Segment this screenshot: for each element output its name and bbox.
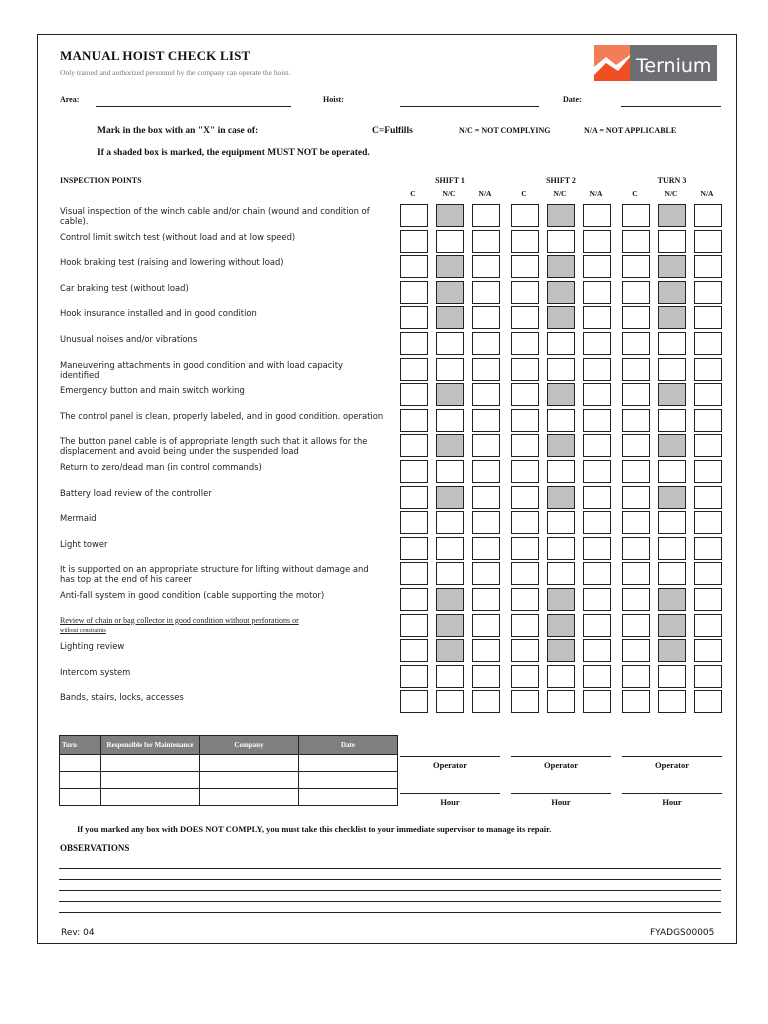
checkbox-nc[interactable]: [547, 434, 575, 457]
checkbox-nc[interactable]: [658, 511, 686, 534]
checkbox-na[interactable]: [583, 409, 611, 432]
checkbox-nc[interactable]: [547, 588, 575, 611]
table-cell[interactable]: [200, 772, 299, 789]
checkbox-na[interactable]: [583, 588, 611, 611]
shift-header: SHIFT 2: [546, 176, 576, 185]
checkbox-na[interactable]: [694, 255, 722, 278]
inspection-item: Visual inspection of the winch cable and/or chain (wound and condition of cable).: [60, 206, 370, 226]
inspection-item: The button panel cable is of appropriate length such that it allows for the displacement and avoid being under the suspended load: [60, 436, 368, 457]
inspection-item: Intercom system: [60, 666, 131, 677]
checkbox-na[interactable]: [583, 562, 611, 585]
page-title: MANUAL HOIST CHECK LIST: [60, 48, 251, 63]
checkbox-c[interactable]: [511, 562, 539, 585]
checkbox-nc[interactable]: [547, 614, 575, 637]
table-cell[interactable]: [299, 755, 398, 772]
checkbox-c[interactable]: [400, 665, 428, 688]
checkbox-c[interactable]: [511, 255, 539, 278]
checkbox-na[interactable]: [694, 614, 722, 637]
checkbox-c[interactable]: [400, 434, 428, 457]
checkbox-na[interactable]: [583, 332, 611, 355]
checkbox-c[interactable]: [622, 690, 650, 713]
checkbox-na[interactable]: [472, 383, 500, 406]
table-cell[interactable]: [101, 789, 200, 806]
checkbox-nc[interactable]: [436, 409, 464, 432]
checkbox-na[interactable]: [472, 306, 500, 329]
checkbox-c[interactable]: [622, 665, 650, 688]
column-header: N/A: [700, 189, 714, 198]
checkbox-na[interactable]: [472, 358, 500, 381]
checkbox-na[interactable]: [583, 306, 611, 329]
checkbox-na[interactable]: [472, 537, 500, 560]
hoist-label: Hoist:: [323, 95, 344, 104]
checkbox-nc[interactable]: [658, 306, 686, 329]
checkbox-na[interactable]: [472, 204, 500, 227]
column-header: N/C: [664, 189, 678, 198]
checkbox-nc[interactable]: [658, 460, 686, 483]
checkbox-c[interactable]: [622, 537, 650, 560]
checkbox-c[interactable]: [622, 204, 650, 227]
checkbox-nc[interactable]: [658, 409, 686, 432]
inspection-item: The control panel is clean, properly labeled, and in good condition. operation: [60, 410, 384, 421]
checkbox-c[interactable]: [511, 486, 539, 509]
checkbox-na[interactable]: [694, 537, 722, 560]
checkbox-c[interactable]: [511, 358, 539, 381]
inspection-item: Review of chain or bag collector in good condition without perforations or without constraints: [60, 615, 299, 634]
checkbox-c[interactable]: [511, 281, 539, 304]
shift-header: SHIFT 1: [435, 176, 465, 185]
checkbox-nc[interactable]: [547, 690, 575, 713]
checkbox-nc[interactable]: [436, 204, 464, 227]
checkbox-na[interactable]: [583, 511, 611, 534]
checkbox-nc[interactable]: [658, 486, 686, 509]
inspection-points-header: INSPECTION POINTS: [60, 176, 142, 185]
checkbox-c[interactable]: [622, 639, 650, 662]
checkbox-c[interactable]: [400, 358, 428, 381]
checkbox-na[interactable]: [694, 204, 722, 227]
checkbox-nc[interactable]: [436, 614, 464, 637]
checkbox-na[interactable]: [694, 511, 722, 534]
checkbox-c[interactable]: [622, 486, 650, 509]
checkbox-nc[interactable]: [658, 230, 686, 253]
checkbox-nc[interactable]: [436, 306, 464, 329]
checkbox-nc[interactable]: [547, 639, 575, 662]
observation-line[interactable]: [59, 901, 721, 902]
checkbox-nc[interactable]: [658, 204, 686, 227]
inspection-item: It is supported on an appropriate structure for lifting without damage and has top at the end of his career: [60, 564, 369, 585]
checkbox-c[interactable]: [400, 537, 428, 560]
checkbox-na[interactable]: [694, 562, 722, 585]
checkbox-nc[interactable]: [658, 690, 686, 713]
checkbox-c[interactable]: [622, 614, 650, 637]
checkbox-nc[interactable]: [547, 255, 575, 278]
checkbox-c[interactable]: [511, 614, 539, 637]
checkbox-na[interactable]: [583, 230, 611, 253]
checkbox-nc[interactable]: [436, 486, 464, 509]
table-cell[interactable]: [60, 755, 101, 772]
checkbox-na[interactable]: [472, 690, 500, 713]
checkbox-nc[interactable]: [547, 486, 575, 509]
checkbox-c[interactable]: [511, 383, 539, 406]
checkbox-c[interactable]: [622, 511, 650, 534]
table-cell[interactable]: [299, 772, 398, 789]
checkbox-c[interactable]: [511, 690, 539, 713]
checkbox-na[interactable]: [583, 204, 611, 227]
checkbox-nc[interactable]: [658, 639, 686, 662]
checkbox-nc[interactable]: [547, 409, 575, 432]
table-cell[interactable]: [101, 772, 200, 789]
date-label: Date:: [563, 95, 582, 104]
inspection-item: Anti-fall system in good condition (cable supporting the motor): [60, 590, 325, 600]
hour-field[interactable]: Hour: [511, 793, 611, 807]
checkbox-c[interactable]: [622, 306, 650, 329]
checkbox-nc[interactable]: [547, 281, 575, 304]
area-label: Area:: [60, 95, 80, 104]
checkbox-na[interactable]: [583, 281, 611, 304]
checkbox-nc[interactable]: [547, 665, 575, 688]
checkbox-na[interactable]: [694, 486, 722, 509]
legend-na: N/A = NOT APPLICABLE: [584, 126, 677, 135]
table-cell[interactable]: [200, 755, 299, 772]
hoist-field[interactable]: [400, 106, 539, 107]
checkbox-na[interactable]: [472, 562, 500, 585]
checkbox-na[interactable]: [583, 255, 611, 278]
inspection-item: Mermaid: [60, 513, 97, 524]
th-date: Date: [299, 736, 398, 755]
checkbox-c[interactable]: [400, 306, 428, 329]
checkbox-c[interactable]: [511, 511, 539, 534]
checkbox-nc[interactable]: [436, 281, 464, 304]
checkbox-na[interactable]: [472, 255, 500, 278]
checkbox-na[interactable]: [472, 665, 500, 688]
checkbox-na[interactable]: [583, 614, 611, 637]
table-cell[interactable]: [60, 772, 101, 789]
checkbox-na[interactable]: [472, 434, 500, 457]
checkbox-nc[interactable]: [547, 511, 575, 534]
checkbox-c[interactable]: [622, 255, 650, 278]
checkbox-c[interactable]: [511, 230, 539, 253]
checkbox-nc[interactable]: [436, 665, 464, 688]
checkbox-nc[interactable]: [436, 690, 464, 713]
checkbox-na[interactable]: [472, 588, 500, 611]
checkbox-na[interactable]: [583, 665, 611, 688]
shift-header: TURN 3: [657, 176, 687, 185]
checkbox-nc[interactable]: [658, 281, 686, 304]
checkbox-na[interactable]: [694, 460, 722, 483]
checkbox-c[interactable]: [622, 281, 650, 304]
checkbox-na[interactable]: [583, 460, 611, 483]
responsible-table: [59, 735, 398, 806]
checkbox-na[interactable]: [694, 332, 722, 355]
inspection-item: Emergency button and main switch working: [60, 385, 245, 396]
checkbox-c[interactable]: [511, 639, 539, 662]
shaded-warning: If a shaded box is marked, the equipment MUST NOT be operated.: [97, 148, 370, 158]
checkbox-na[interactable]: [694, 588, 722, 611]
column-header: N/A: [478, 189, 492, 198]
checkbox-c[interactable]: [511, 588, 539, 611]
inspection-item: Maneuvering attachments in good condition and with load capacity identified: [60, 359, 343, 380]
checkbox-na[interactable]: [472, 332, 500, 355]
checkbox-c[interactable]: [622, 358, 650, 381]
inspection-item: Car braking test (without load): [60, 282, 189, 293]
inspection-item: Return to zero/dead man (in control commands): [60, 462, 262, 472]
checkbox-na[interactable]: [694, 665, 722, 688]
table-row: [60, 772, 398, 789]
inspection-item: Light tower: [60, 538, 108, 549]
operator-signature[interactable]: Operator: [622, 756, 722, 770]
checkbox-na[interactable]: [583, 690, 611, 713]
checkbox-na[interactable]: [694, 230, 722, 253]
checkbox-nc[interactable]: [658, 332, 686, 355]
table-row: [60, 789, 398, 806]
checkbox-c[interactable]: [400, 639, 428, 662]
inspection-item: Hook braking test (raising and lowering without load): [60, 257, 284, 268]
inspection-item: Control limit switch test (without load and at low speed): [60, 231, 296, 242]
checkbox-na[interactable]: [472, 409, 500, 432]
checkbox-na[interactable]: [583, 383, 611, 406]
checkbox-nc[interactable]: [436, 511, 464, 534]
checkbox-na[interactable]: [472, 511, 500, 534]
checkbox-nc[interactable]: [658, 588, 686, 611]
inspection-item: Lighting review: [60, 641, 125, 652]
checkbox-nc[interactable]: [658, 537, 686, 560]
page-subtitle: Only trained and authorized personnel by the company can operate the hoist.: [60, 68, 291, 77]
checkbox-nc[interactable]: [436, 460, 464, 483]
checkbox-nc[interactable]: [658, 358, 686, 381]
checkbox-c[interactable]: [511, 306, 539, 329]
operator-signature[interactable]: Operator: [511, 756, 611, 770]
checkbox-nc[interactable]: [547, 562, 575, 585]
observations-label: OBSERVATIONS: [60, 843, 130, 853]
revision: Rev: 04: [61, 928, 95, 938]
checkbox-nc[interactable]: [658, 383, 686, 406]
checkbox-na[interactable]: [583, 358, 611, 381]
inspection-item: Unusual noises and/or vibrations: [60, 334, 198, 344]
checkbox-na[interactable]: [472, 614, 500, 637]
checkbox-na[interactable]: [694, 358, 722, 381]
checkbox-c[interactable]: [511, 460, 539, 483]
checkbox-nc[interactable]: [436, 332, 464, 355]
column-header: N/A: [589, 189, 603, 198]
checkbox-c[interactable]: [400, 511, 428, 534]
observation-line[interactable]: [59, 868, 721, 869]
checkbox-nc[interactable]: [436, 537, 464, 560]
legend-c: C=Fulfills: [372, 126, 413, 136]
checkbox-na[interactable]: [694, 306, 722, 329]
checkbox-na[interactable]: [472, 460, 500, 483]
checkbox-c[interactable]: [400, 332, 428, 355]
checkbox-nc[interactable]: [547, 383, 575, 406]
checkbox-c[interactable]: [622, 332, 650, 355]
checkbox-c[interactable]: [400, 690, 428, 713]
checkbox-na[interactable]: [583, 486, 611, 509]
checkbox-c[interactable]: [400, 588, 428, 611]
checkbox-c[interactable]: [400, 281, 428, 304]
column-header: N/C: [553, 189, 567, 198]
checkbox-na[interactable]: [583, 537, 611, 560]
table-cell[interactable]: [200, 789, 299, 806]
checkbox-nc[interactable]: [436, 255, 464, 278]
mark-instruction: Mark in the box with an "X" in case of:: [97, 126, 259, 136]
table-row: [60, 755, 398, 772]
checkbox-c[interactable]: [622, 434, 650, 457]
checkbox-nc[interactable]: [547, 306, 575, 329]
checkbox-c[interactable]: [400, 230, 428, 253]
area-field[interactable]: [96, 106, 291, 107]
checkbox-c[interactable]: [400, 204, 428, 227]
checkbox-na[interactable]: [694, 383, 722, 406]
checkbox-nc[interactable]: [658, 614, 686, 637]
svg-text:Ternium: Ternium: [636, 55, 712, 77]
checkbox-nc[interactable]: [436, 639, 464, 662]
checkbox-na[interactable]: [694, 639, 722, 662]
checkbox-c[interactable]: [622, 383, 650, 406]
th-turn: Turn: [60, 736, 101, 755]
th-responsible: Responsible for Maintenance: [101, 736, 200, 755]
checkbox-nc[interactable]: [547, 537, 575, 560]
checkbox-na[interactable]: [694, 409, 722, 432]
checkbox-na[interactable]: [472, 281, 500, 304]
inspection-item: Hook insurance installed and in good condition: [60, 308, 257, 319]
table-cell[interactable]: [299, 789, 398, 806]
checkbox-c[interactable]: [400, 383, 428, 406]
checkbox-c[interactable]: [511, 409, 539, 432]
checkbox-nc[interactable]: [658, 665, 686, 688]
checkbox-nc[interactable]: [436, 588, 464, 611]
checkbox-na[interactable]: [694, 690, 722, 713]
checkbox-nc[interactable]: [547, 230, 575, 253]
checkbox-nc[interactable]: [658, 434, 686, 457]
checkbox-nc[interactable]: [436, 358, 464, 381]
checkbox-nc[interactable]: [436, 562, 464, 585]
checkbox-c[interactable]: [622, 409, 650, 432]
inspection-item: Battery load review of the controller: [60, 487, 212, 498]
observation-line[interactable]: [59, 912, 721, 913]
checkbox-c[interactable]: [400, 486, 428, 509]
checkbox-na[interactable]: [583, 434, 611, 457]
checkbox-c[interactable]: [622, 460, 650, 483]
checkbox-na[interactable]: [472, 230, 500, 253]
checkbox-c[interactable]: [400, 409, 428, 432]
column-header: C: [632, 189, 638, 198]
checkbox-na[interactable]: [472, 639, 500, 662]
observation-line[interactable]: [59, 890, 721, 891]
checkbox-na[interactable]: [472, 486, 500, 509]
checkbox-nc[interactable]: [436, 383, 464, 406]
checkbox-nc[interactable]: [436, 230, 464, 253]
legend-nc: N/C = NOT COMPLYING: [459, 126, 551, 135]
checkbox-nc[interactable]: [547, 204, 575, 227]
hour-field[interactable]: Hour: [622, 793, 722, 807]
checkbox-c[interactable]: [400, 460, 428, 483]
ternium-logo: [594, 45, 717, 81]
inspection-item: Bands, stairs, locks, accesses: [60, 692, 184, 703]
checkbox-nc[interactable]: [547, 332, 575, 355]
checkbox-c[interactable]: [622, 562, 650, 585]
checkbox-nc[interactable]: [436, 434, 464, 457]
checkbox-nc[interactable]: [547, 460, 575, 483]
checkbox-c[interactable]: [511, 204, 539, 227]
column-header: C: [521, 189, 527, 198]
checkbox-na[interactable]: [583, 639, 611, 662]
observation-line[interactable]: [59, 879, 721, 880]
repair-note: If you marked any box with DOES NOT COMPLY, you must take this checklist to your immediate supervisor to manage its repair.: [77, 824, 552, 834]
operator-signature[interactable]: Operator: [400, 756, 500, 770]
checkbox-c[interactable]: [622, 588, 650, 611]
checkbox-na[interactable]: [694, 434, 722, 457]
date-field[interactable]: [621, 106, 721, 107]
hour-field[interactable]: Hour: [400, 793, 500, 807]
document-code: FYADGS00005: [650, 928, 715, 938]
column-header: C: [410, 189, 416, 198]
checkbox-nc[interactable]: [547, 358, 575, 381]
checkbox-c[interactable]: [400, 614, 428, 637]
checkbox-c[interactable]: [511, 332, 539, 355]
checkbox-nc[interactable]: [658, 562, 686, 585]
checkbox-na[interactable]: [694, 281, 722, 304]
checkbox-c[interactable]: [400, 562, 428, 585]
table-cell[interactable]: [101, 755, 200, 772]
checkbox-c[interactable]: [400, 255, 428, 278]
checkbox-c[interactable]: [511, 434, 539, 457]
column-header: N/C: [442, 189, 456, 198]
checkbox-c[interactable]: [511, 665, 539, 688]
checkbox-c[interactable]: [622, 230, 650, 253]
th-company: Company: [200, 736, 299, 755]
checkbox-nc[interactable]: [658, 255, 686, 278]
checkbox-c[interactable]: [511, 537, 539, 560]
table-cell[interactable]: [60, 789, 101, 806]
